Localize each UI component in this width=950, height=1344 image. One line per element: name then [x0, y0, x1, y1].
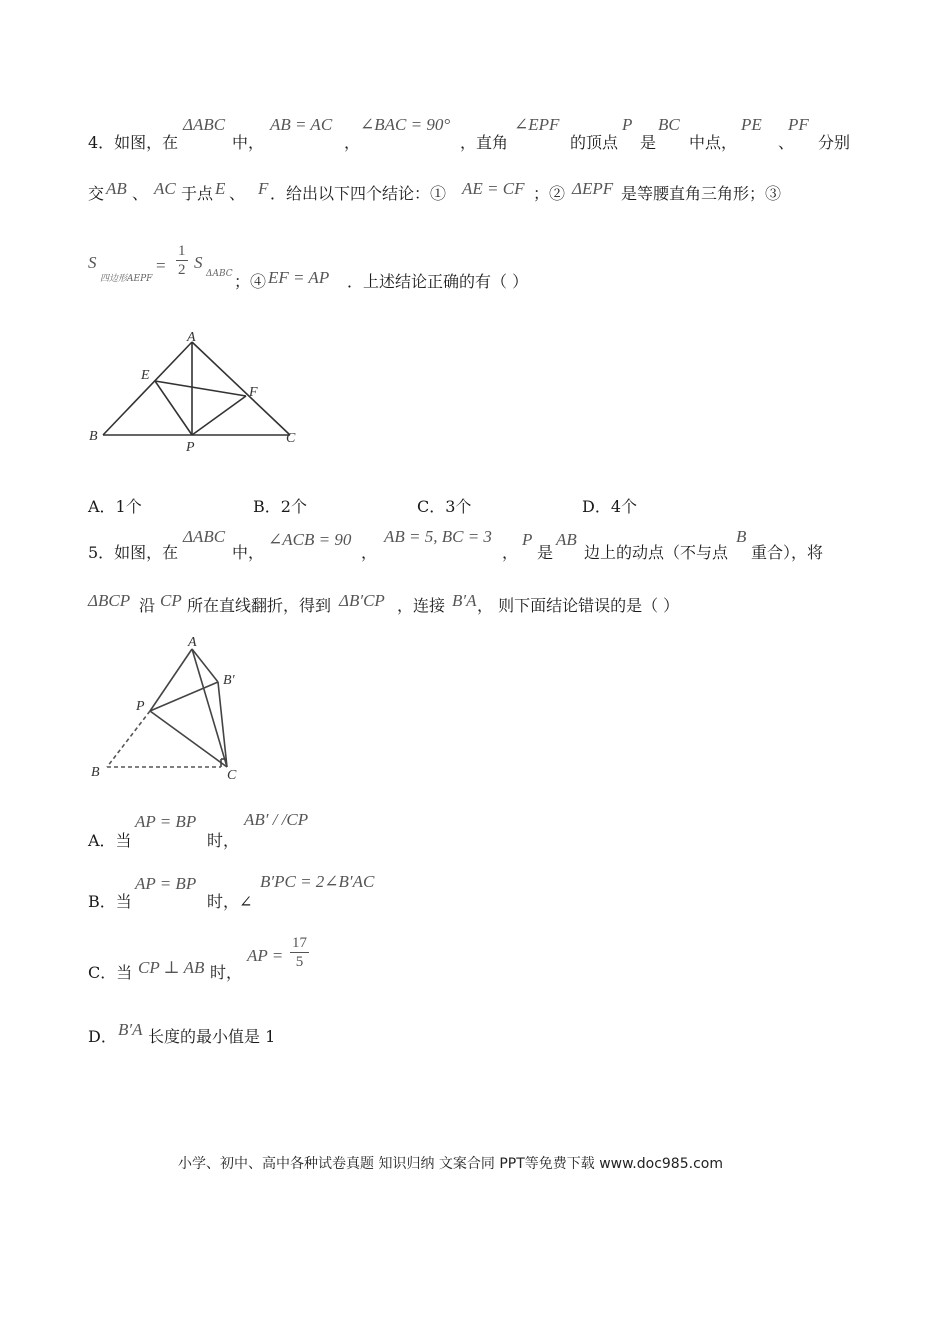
q5-option-c-condition: CP ⊥ AB [138, 958, 205, 977]
q5-option-c-text: 时， [210, 963, 243, 982]
q4-text: ；② [533, 184, 566, 203]
q5-option-b-text: 时，∠ [207, 892, 253, 911]
q4-bc: BC [658, 115, 680, 134]
q4-text: ．给出以下四个结论：① [270, 184, 447, 203]
q4-option-c[interactable]: C．3个 [417, 497, 472, 516]
q4-figure [85, 325, 310, 460]
q5-point-p: P [522, 530, 533, 549]
q5-option-d-text: 长度的最小值是 1 [148, 1027, 276, 1046]
q5-label-c: C [227, 768, 237, 782]
q5-text: 边上的动点（不与点 [584, 543, 729, 562]
q4-fraction-numerator: 1 [178, 243, 186, 259]
q5-option-d-ba: B′A [118, 1020, 143, 1039]
q5-option-c-lhs: AP = [247, 946, 284, 965]
q4-ef-eq-ap: EF = AP [268, 268, 330, 287]
q4-text: 的顶点 [570, 133, 619, 152]
q4-number: 4．如图，在 [88, 133, 179, 152]
q5-label-b-prime: B′ [223, 673, 235, 688]
q4-label-b: B [89, 429, 98, 444]
q4-text: ；④ [234, 272, 267, 291]
q4-angle-bac: ∠BAC = 90° [360, 115, 451, 134]
q4-text: 、 [778, 133, 795, 152]
q4-option-d[interactable]: D．4个 [582, 497, 638, 516]
q5-text: 所在直线翻折，得到 [187, 596, 332, 615]
q5-option-c-numerator: 17 [292, 935, 307, 951]
q4-text: 中点， [689, 133, 738, 152]
q4-option-b[interactable]: B．2个 [253, 497, 307, 516]
q4-text: 、 [132, 184, 149, 203]
q4-triangle-abc: ΔABC [183, 115, 226, 134]
q5-label-a: A [188, 635, 197, 650]
q4-ab: AB [106, 179, 127, 198]
q5-text: ，连接 [397, 596, 446, 615]
q5-ab-bc: AB = 5, BC = 3 [384, 527, 492, 546]
q5-text: 中， [232, 543, 265, 562]
q5-text: ， 则下面结论错误的是（ ） [477, 596, 680, 615]
q4-area-sub: 四边形AEPF [100, 274, 153, 284]
q5-text: 是 [537, 543, 554, 562]
q4-text: 是等腰直角三角形；③ [621, 184, 782, 203]
q4-label-c: C [286, 431, 296, 446]
q4-pf: PF [788, 115, 809, 134]
q5-point-b: B [736, 527, 747, 546]
q4-text: ．上述结论正确的有（ ） [347, 272, 529, 291]
q5-bcp: ΔBCP [88, 591, 131, 610]
q5-triangle-abc: ΔABC [183, 527, 226, 546]
q4-point-p: P [622, 115, 633, 134]
q4-ab-eq-ac: AB = AC [270, 115, 333, 134]
q5-option-c-fraction [290, 934, 309, 971]
q5-label-p: P [136, 699, 145, 714]
q4-text: 分别 [818, 133, 851, 152]
q4-option-a[interactable]: A．1个 [88, 497, 142, 516]
q4-label-a: A [187, 330, 196, 345]
q4-label-p: P [186, 440, 195, 455]
q4-area-s2: S [194, 253, 203, 272]
q4-f: F [258, 179, 269, 198]
q5-option-c-label: C．当 [88, 963, 133, 982]
q5-ab: AB [556, 530, 577, 549]
q4-text: ， [344, 133, 361, 152]
q5-text: ， [502, 543, 519, 562]
q4-ae-eq-cf: AE = CF [462, 179, 525, 198]
q5-figure [85, 632, 255, 782]
q4-text: 是 [640, 133, 657, 152]
q4-area-sub2: ΔABC [206, 269, 233, 279]
q5-option-b-condition: AP = BP [135, 874, 197, 893]
q5-option-a-condition: AP = BP [135, 812, 197, 831]
q4-fraction-denominator: 2 [178, 262, 186, 278]
q5-label-b: B [91, 765, 100, 780]
q5-angle-acb: ∠ACB = 90 [268, 530, 352, 549]
q5-text: 重合），将 [751, 543, 824, 562]
q4-text: 交 [88, 184, 105, 203]
q5-bcp-prime: ΔB′CP [339, 591, 385, 610]
q5-text: ， [361, 543, 378, 562]
q5-option-b-result: B′PC = 2∠B′AC [260, 872, 375, 891]
q5-option-b-label: B．当 [88, 892, 132, 911]
q5-option-c-denominator: 5 [295, 954, 304, 970]
q4-text: 中， [232, 133, 265, 152]
q5-text: 沿 [139, 596, 156, 615]
q5-number: 5．如图，在 [88, 543, 179, 562]
q4-angle-epf: ∠EPF [514, 115, 560, 134]
q5-cp: CP [160, 591, 182, 610]
q4-text: ，直角 [460, 133, 509, 152]
q5-option-a-result: AB′ / /CP [244, 810, 309, 829]
q5-option-a-text: 时， [207, 831, 240, 850]
q4-epf: ΔEPF [572, 179, 614, 198]
q5-option-a-label: A．当 [88, 831, 132, 850]
page-footer: 小学、初中、高中各种试卷真题 知识归纳 文案合同 PPT等免费下载 www.doc985.com [178, 1156, 723, 1172]
q4-equals: = [156, 256, 166, 275]
q4-e: E [215, 179, 226, 198]
q4-pe: PE [741, 115, 762, 134]
q4-area-s: S [88, 253, 97, 272]
q4-label-f: F [249, 385, 258, 400]
q5-ba-prime: B′A [452, 591, 477, 610]
q4-text: 于点 [181, 184, 214, 203]
q4-text: 、 [229, 184, 246, 203]
q4-one-half [176, 242, 188, 279]
q4-label-e: E [141, 368, 150, 383]
q5-option-d-label: D． [88, 1027, 117, 1046]
q4-ac: AC [154, 179, 176, 198]
